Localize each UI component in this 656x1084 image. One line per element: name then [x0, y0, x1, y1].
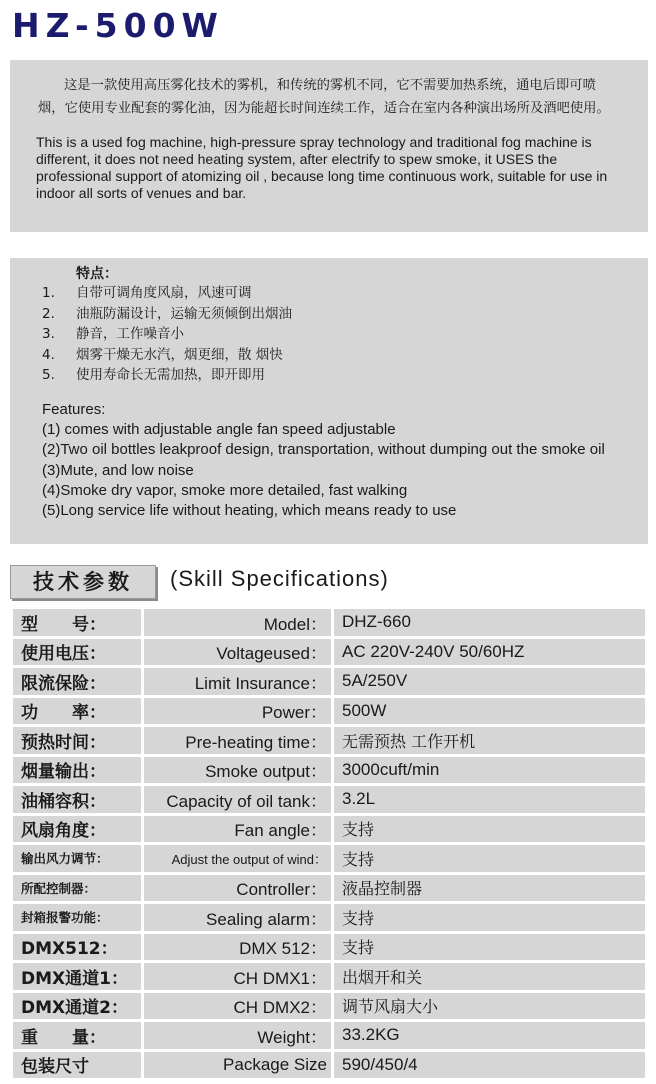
feature-item-en: (3)Mute, and low noise — [42, 461, 194, 479]
spec-label-cn: DMX通道2： — [13, 993, 141, 1020]
spec-value: 支持 — [334, 934, 645, 961]
table-row — [13, 845, 645, 872]
table-row — [13, 816, 645, 843]
features-list-cn — [42, 283, 292, 386]
spec-label-cn: 输出风力调节： — [13, 845, 141, 872]
intro-english: This is a used fog machine, high-pressure spray technology and traditional fog machine is different, it does not need heating system, after electrify to spew smoke, it USES the professional support of atomizing oil , because long time continuous work, suitable for use in indoor all sorts of venues and bar. — [36, 134, 608, 201]
table-row — [13, 698, 645, 725]
page-title: HZ-500W — [12, 6, 224, 45]
spec-value: 590/450/4 — [334, 1052, 645, 1079]
table-row — [13, 904, 645, 931]
spec-value: AC 220V-240V 50/60HZ — [334, 639, 645, 666]
specs-heading-cn: 技术参数 — [10, 565, 156, 599]
spec-label-cn: 预热时间： — [13, 727, 141, 754]
spec-label-en: Fan angle： — [144, 816, 331, 843]
spec-label-en: Capacity of oil tank： — [144, 786, 331, 813]
spec-value: DHZ-660 — [334, 609, 645, 636]
feature-item-en: (4)Smoke dry vapor, smoke more detailed, fast walking — [42, 481, 408, 499]
table-row — [13, 639, 645, 666]
feature-item: 2. 油瓶防漏设计，运输无须倾倒出烟油 — [42, 305, 292, 322]
table-row — [13, 786, 645, 813]
spec-label-en: Limit Insurance： — [144, 668, 331, 695]
spec-label-en: Pre-heating time： — [144, 727, 331, 754]
spec-label-cn: DMX通道1： — [13, 963, 141, 990]
table-row — [13, 1052, 645, 1079]
spec-label-cn: 功 率： — [13, 698, 141, 725]
table-row — [13, 993, 645, 1020]
spec-label-cn: 包装尺寸 — [13, 1052, 141, 1079]
spec-value: 液晶控制器 — [334, 875, 645, 902]
spec-label-en: DMX 512： — [144, 934, 331, 961]
spec-label-en: CH DMX2： — [144, 993, 331, 1020]
spec-label-en: Controller： — [144, 875, 331, 902]
spec-value: 无需预热 工作开机 — [334, 727, 645, 754]
table-row — [13, 668, 645, 695]
spec-value: 3000cuft/min — [334, 757, 645, 784]
spec-label-cn: 风扇角度： — [13, 816, 141, 843]
features-heading-cn: 特点： — [76, 266, 118, 282]
spec-label-cn: 重 量： — [13, 1022, 141, 1049]
spec-label-en: Power： — [144, 698, 331, 725]
spec-value: 支持 — [334, 904, 645, 931]
feature-item: 1. 自带可调角度风扇，风速可调 — [42, 285, 252, 301]
spec-label-cn: DMX512： — [13, 934, 141, 961]
features-list-en — [42, 400, 634, 521]
table-row — [13, 757, 645, 784]
features-panel — [10, 258, 648, 544]
table-row — [13, 934, 645, 961]
spec-value: 调节风扇大小 — [334, 993, 645, 1020]
intro-chinese: 这是一款使用高压雾化技术的雾机，和传统的雾机不同，它不需要加热系统，通电后即可喷烟，它使用专业配套的雾化油，因为能超长时间连续工作，适合在室内各种演出场所及酒吧使用。 — [38, 78, 610, 116]
spec-label-cn: 所配控制器： — [13, 875, 141, 902]
specs-table — [10, 606, 648, 1081]
spec-label-cn: 限流保险： — [13, 668, 141, 695]
spec-label-en: Smoke output： — [144, 757, 331, 784]
spec-value: 5A/250V — [334, 668, 645, 695]
features-heading-en: Features: — [42, 401, 106, 418]
feature-item-en: (2)Two oil bottles leakproof design, transportation, without dumping out the smoke oil — [42, 441, 605, 459]
spec-label-en: Weight： — [144, 1022, 331, 1049]
spec-label-cn: 使用电压： — [13, 639, 141, 666]
spec-label-cn: 型 号： — [13, 609, 141, 636]
intro-panel — [10, 60, 648, 232]
spec-label-en: Model： — [144, 609, 331, 636]
spec-value: 支持 — [334, 845, 645, 872]
spec-label-en: Adjust the output of wind： — [144, 845, 331, 872]
spec-label-cn: 烟量输出： — [13, 757, 141, 784]
table-row — [13, 727, 645, 754]
spec-value: 500W — [334, 698, 645, 725]
feature-item: 5. 使用寿命长无需加热，即开即用 — [42, 367, 265, 383]
specs-heading-en: (Skill Specifications) — [170, 566, 389, 591]
feature-item-en: (5)Long service life without heating, which means ready to use — [42, 502, 457, 520]
spec-value: 3.2L — [334, 786, 645, 813]
feature-item: 3. 静音，工作噪音小 — [42, 326, 184, 342]
feature-item-en: (1) comes with adjustable angle fan speed adjustable — [42, 421, 396, 439]
feature-item: 4. 烟雾干燥无水汽，烟更细，散 烟快 — [42, 346, 283, 363]
spec-value: 33.2KG — [334, 1022, 645, 1049]
table-row — [13, 875, 645, 902]
spec-label-en: CH DMX1： — [144, 963, 331, 990]
table-row — [13, 1022, 645, 1049]
spec-label-en: Sealing alarm： — [144, 904, 331, 931]
spec-label-cn: 油桶容积： — [13, 786, 141, 813]
spec-value: 出烟开和关 — [334, 963, 645, 990]
spec-label-en: Voltageused： — [144, 639, 331, 666]
spec-value: 支持 — [334, 816, 645, 843]
spec-label-en: Package Size — [144, 1052, 331, 1079]
table-row — [13, 609, 645, 636]
spec-label-cn: 封箱报警功能： — [13, 904, 141, 931]
table-row — [13, 963, 645, 990]
